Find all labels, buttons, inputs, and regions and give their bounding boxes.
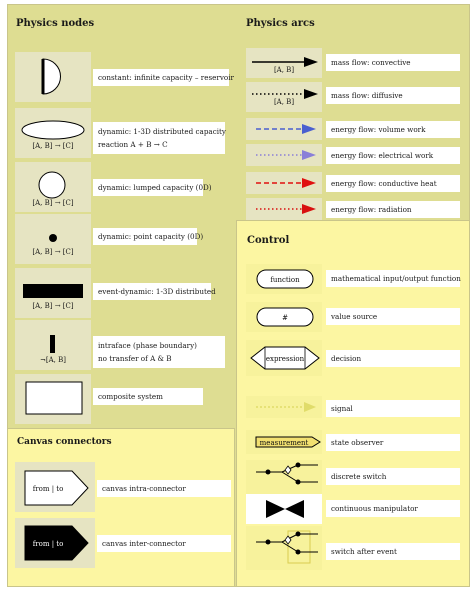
ellipse-icon [20,119,86,141]
node-label-reservoir: constant: infinite capacity – reservoir [93,69,229,86]
blue-dashed-arrow-icon [254,123,320,135]
node-math-lumped: [A, B] → [C] [32,199,74,207]
node-math-event: [A, B] → [C] [32,302,74,310]
node-label-intraface-line2: no transfer of A & B [98,354,172,363]
function-stadium-icon [256,269,316,289]
canvas-title: Canvas connectors [17,437,112,447]
white-pentagon-icon [24,470,90,506]
ctl-label-observer: state observer [326,434,460,451]
circle-icon [36,170,68,200]
canvas-label-intra: canvas intra-connector [97,480,231,497]
node-math-point: [A, B] → [C] [32,248,74,256]
arc-label-radiation: energy flow: radiation [326,201,460,218]
half-circle-icon [40,57,70,97]
node-label-distributed-line1: dynamic: 1-3D distributed capacity [98,127,226,136]
measurement-tag-icon [254,435,322,449]
inter-symbol: from | to [32,540,64,548]
ctl-label-signal: signal [326,400,460,417]
arc-label-conductive-heat: energy flow: conductive heat [326,175,460,192]
arc-math-convective: [A, B] [273,66,295,74]
node-math-intraface: ¬[A, B] [40,356,66,364]
discrete-switch-icon [252,463,322,491]
arc-label-electrical-work: energy flow: electrical work [326,147,460,164]
intra-symbol: from | to [32,485,64,493]
measurement-symbol: measurement [259,439,309,447]
event-switch-icon [252,529,322,567]
arc-label-diffusive: mass flow: diffusive [326,87,460,104]
node-math-distributed: [A, B] → [C] [32,142,74,150]
red-dotted-arrow-icon [254,203,320,215]
ctl-label-function: mathematical input/output function [326,270,460,287]
node-label-event: event-dynamic: 1-3D distributed [93,283,211,300]
node-label-distributed [93,122,225,154]
vertical-bar-icon [49,334,57,354]
node-label-composite: composite system [93,388,203,405]
node-label-intraface-line1: intraface (phase boundary) [98,341,197,350]
dot-icon [48,233,58,243]
bowtie-valve-icon [262,497,308,521]
signal-arrow-icon [254,401,320,413]
arc-label-volume-work: energy flow: volume work [326,121,460,138]
black-bar-icon [22,283,84,299]
arc-label-convective: mass flow: convective [326,54,460,71]
function-symbol: function [270,276,300,284]
node-label-intraface [93,336,225,368]
ctl-label-manipulator: continuous manipulator [326,500,460,517]
value-source-icon [256,307,316,327]
ctl-label-discrete-switch: discrete switch [326,468,460,485]
value-source-symbol: # [282,314,288,322]
ctl-label-event-switch: switch after event [326,543,460,560]
ctl-label-value-source: value source [326,308,460,325]
ctl-label-decision: decision [326,350,460,367]
node-label-distributed-line2: reaction A + B → C [98,140,168,149]
purple-dotted-arrow-icon [254,149,320,161]
canvas-label-inter: canvas inter-connector [97,535,231,552]
rectangle-icon [25,381,83,415]
decision-symbol: expression [265,355,305,363]
arc-math-diffusive: [A, B] [273,98,295,106]
control-title: Control [247,235,290,246]
red-dashed-arrow-icon [254,177,320,189]
physics-nodes-title: Physics nodes [16,18,95,29]
black-pentagon-icon [24,525,90,561]
node-label-lumped: dynamic: lumped capacity (0D) [93,179,203,196]
node-label-point: dynamic: point capacity (0D) [93,228,197,245]
decision-icon [249,343,321,373]
physics-arcs-title: Physics arcs [246,18,315,29]
